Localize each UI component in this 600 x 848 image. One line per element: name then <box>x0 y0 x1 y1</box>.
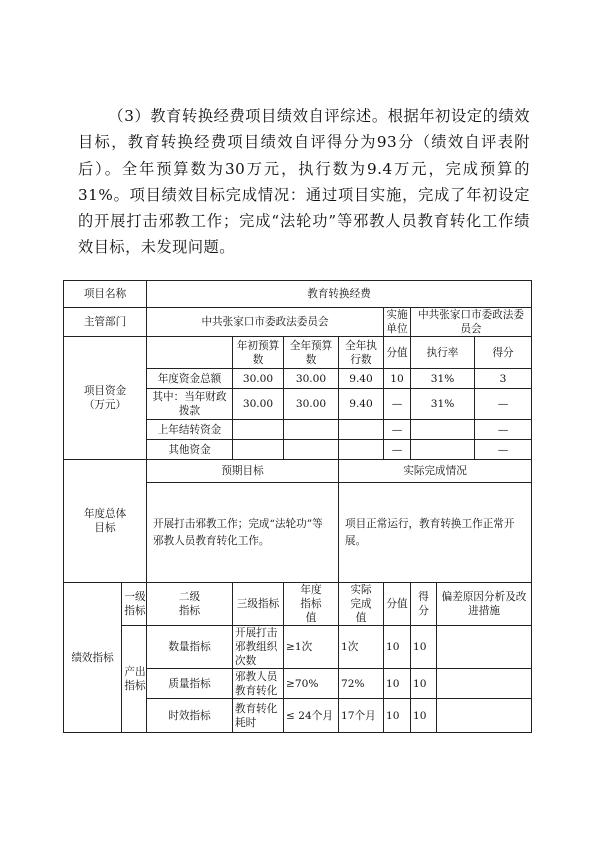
level2-indicator: 时效指标 <box>147 699 233 733</box>
annual-goal-label <box>64 460 147 583</box>
score-max: 10 <box>384 626 411 669</box>
perf-header <box>122 583 147 626</box>
fund-label-text: 项目资金（万元） <box>83 385 127 411</box>
fund-cell: 10 <box>384 369 411 389</box>
expected-goal-text: 开展打击邪教工作；完成“法轮功”等邪教人员教育转化工作。 <box>147 483 339 583</box>
dept-label: 主管部门 <box>64 308 147 337</box>
fund-cell <box>411 420 475 440</box>
level2-indicator: 数量指标 <box>147 626 233 669</box>
fund-cell: 31% <box>411 389 475 420</box>
annual-goal-header-row <box>64 460 532 483</box>
perf-header <box>284 583 339 626</box>
perf-row <box>64 626 532 669</box>
actual-value: 1次 <box>339 626 384 669</box>
target-value: ≥70% <box>284 669 339 699</box>
perf-header-text: 年度指标值 <box>300 584 322 624</box>
expected-goal-header: 预期目标 <box>147 460 339 483</box>
project-name-row <box>64 281 532 308</box>
deviation-note <box>437 699 532 733</box>
perf-header-text: 实际完成值 <box>350 584 372 624</box>
fund-cell: 30.00 <box>233 389 284 420</box>
score-max: 10 <box>384 669 411 699</box>
perf-header-text: 二级指标 <box>178 591 201 617</box>
fund-cell: — <box>384 389 411 420</box>
fund-cell <box>284 440 339 460</box>
summary-text: （3）教育转换经费项目绩效自评综述。根据年初设定的绩效目标，教育转换经费项目绩效自评得分为93分（绩效自评表附后）。全年预算数为30万元，执行数为9.4万元，完成预算的31%。项目绩效目标完成情况：通过项目实施，完成了年初设定的开展打击邪教工作；完成“法轮功”等邪教人员教育转化工作绩效目标，未发现问题。 <box>78 107 530 257</box>
fund-header-4: 分值 <box>384 337 411 369</box>
perf-header: 偏差原因分析及改进措施 <box>437 583 532 626</box>
fund-row-label: 其中：当年财政拨款 <box>147 389 233 420</box>
score-max: 10 <box>384 699 411 733</box>
perf-label: 绩效指标 <box>64 583 122 733</box>
fund-header-5: 执行率 <box>411 337 475 369</box>
fund-cell <box>411 440 475 460</box>
impl-label: 实施单位 <box>384 308 411 337</box>
dept-value: 中共张家口市委政法委员会 <box>147 308 384 337</box>
perf-header: 分值 <box>384 583 411 626</box>
fund-cell: 9.40 <box>339 369 384 389</box>
department-row <box>64 308 532 337</box>
score: 10 <box>411 669 437 699</box>
actual-result-header: 实际完成情况 <box>339 460 532 483</box>
fund-cell: — <box>475 420 532 440</box>
perf-header <box>339 583 384 626</box>
fund-header-3: 全年执行数 <box>339 337 384 369</box>
impl-value: 中共张家口市委政法委员会 <box>411 308 532 337</box>
perf-header <box>147 583 233 626</box>
fund-header-2: 全年预算数 <box>284 337 339 369</box>
fund-cell <box>284 420 339 440</box>
fund-cell: — <box>475 440 532 460</box>
actual-value: 17个月 <box>339 699 384 733</box>
fund-cell <box>339 420 384 440</box>
fund-header-row <box>64 337 532 369</box>
fund-cell <box>233 420 284 440</box>
fund-row-label: 其他资金 <box>147 440 233 460</box>
fund-header-1: 年初预算数 <box>233 337 284 369</box>
level1-text: 产出指标 <box>124 666 146 692</box>
fund-cell: 30.00 <box>233 369 284 389</box>
deviation-note <box>437 626 532 669</box>
score: 10 <box>411 626 437 669</box>
target-value: ≥1次 <box>284 626 339 669</box>
fund-cell: — <box>475 389 532 420</box>
fund-cell: 3 <box>475 369 532 389</box>
perf-header: 三级指标 <box>233 583 284 626</box>
actual-value: 72% <box>339 669 384 699</box>
fund-header-blank <box>147 337 233 369</box>
annual-goal-label-text: 年度总体目标 <box>83 508 127 534</box>
perf-header-text: 一级指标 <box>124 591 146 617</box>
project-name-label: 项目名称 <box>64 281 147 308</box>
fund-cell: 30.00 <box>284 369 339 389</box>
fund-header-6: 得分 <box>475 337 532 369</box>
level3-indicator: 邪教人员教育转化 <box>233 669 284 699</box>
fund-label <box>64 337 147 460</box>
perf-header: 得分 <box>411 583 437 626</box>
project-name-value: 教育转换经费 <box>147 281 532 308</box>
summary-paragraph <box>78 103 530 261</box>
level3-indicator: 教育转化耗时 <box>233 699 284 733</box>
level3-indicator: 开展打击邪教组织次数 <box>233 626 284 669</box>
fund-cell <box>233 440 284 460</box>
fund-cell: 30.00 <box>284 389 339 420</box>
fund-cell: — <box>384 440 411 460</box>
fund-cell: — <box>384 420 411 440</box>
fund-row-label: 上年结转资金 <box>147 420 233 440</box>
performance-table <box>63 280 532 733</box>
fund-cell: 9.40 <box>339 389 384 420</box>
deviation-note <box>437 669 532 699</box>
level1-indicator <box>122 626 147 733</box>
score: 10 <box>411 699 437 733</box>
target-value: ≤ 24个月 <box>284 699 339 733</box>
level2-indicator: 质量指标 <box>147 669 233 699</box>
fund-row-label: 年度资金总额 <box>147 369 233 389</box>
perf-header-row <box>64 583 532 626</box>
fund-cell <box>339 440 384 460</box>
fund-cell: 31% <box>411 369 475 389</box>
actual-result-text: 项目正常运行，教育转换工作正常开展。 <box>339 483 532 583</box>
